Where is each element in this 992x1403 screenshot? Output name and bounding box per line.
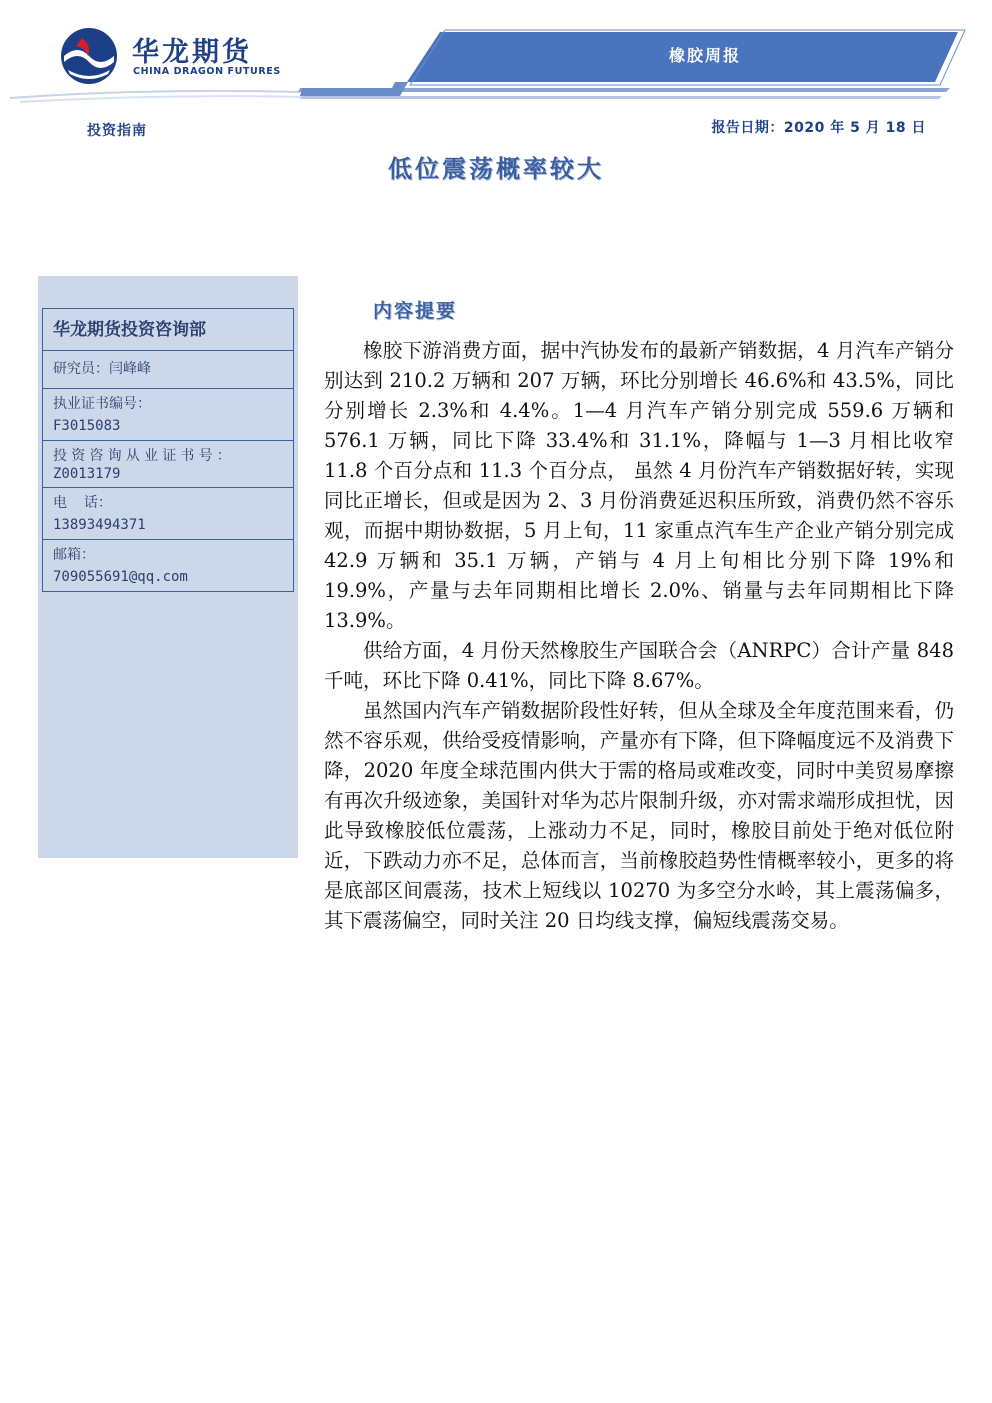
summary-paragraph: 橡胶下游消费方面，据中汽协发布的最新产销数据，4 月汽车产销分别达到 210.2 万辆和 207 万辆，环比分别增长 46.6%和 43.5%，同比分别增长 2.3%和 4.4%。1—4 月汽车产销分别完成 559.6 万辆和 576.1 万辆，同比下降 33.4%和 31.1%，降幅与 1—3 月相比收窄 11.8 个百分点和 11.3 个百分点， 虽然 4 月份汽车产销数据好转，实现同比正增长，但或是因为 2、3 月份消费延迟积压所致，消费仍然不容乐观，而据中期协数据，5 月上旬，11 家重点汽车生产企业产销分别完成 42.9 万辆和 35.1 万辆，产销与 4 月上旬相比分别下降 19%和 19.9%，产量与去年同期相比增长 2.0%、销量与去年同期相比下降 13.9%。 bbox=[324, 339, 954, 632]
sidebar-panel bbox=[38, 276, 298, 858]
email-label: 邮箱： bbox=[53, 547, 95, 563]
summary-body bbox=[324, 336, 954, 936]
page-title: 低位震荡概率较大 bbox=[388, 154, 604, 183]
summary-paragraph: 供给方面，4 月份天然橡胶生产国联合会（ANRPC）合计产量 848 千吨，环比下降 0.41%，同比下降 8.67%。 bbox=[324, 639, 954, 692]
email-value: 709055691@qq.com bbox=[53, 569, 188, 585]
researcher-name: 研究员：闫峰峰 bbox=[43, 351, 293, 389]
contact-info-box bbox=[42, 308, 294, 592]
license-label: 执业证书编号： bbox=[53, 396, 151, 412]
advisory-value: Z0013179 bbox=[53, 466, 121, 482]
logo-chinese-name: 华龙期货 bbox=[132, 37, 252, 68]
report-date: 报告日期：2020 年 5 月 18 日 bbox=[711, 120, 926, 136]
phone-value: 13893494371 bbox=[53, 517, 146, 533]
logo-english-name: CHINA DRAGON FUTURES bbox=[133, 66, 281, 77]
phone-label: 电 话： bbox=[53, 495, 112, 511]
license-value: F3015083 bbox=[53, 418, 121, 434]
email-address bbox=[43, 540, 293, 591]
advisory-certificate bbox=[43, 441, 293, 488]
phone-number bbox=[43, 488, 293, 540]
advisory-label: 投资咨询从业证书号： bbox=[53, 448, 235, 464]
company-logo bbox=[58, 26, 298, 86]
dragon-logo-icon bbox=[58, 26, 120, 86]
department-heading: 华龙期货投资咨询部 bbox=[43, 309, 293, 351]
document-type: 投资指南 bbox=[87, 123, 147, 139]
summary-heading: 内容提要 bbox=[373, 300, 458, 322]
license-number bbox=[43, 389, 293, 441]
report-category: 橡胶周报 bbox=[668, 46, 741, 65]
summary-paragraph: 虽然国内汽车产销数据阶段性好转，但从全球及全年度范围来看，仍然不容乐观，供给受疫情影响，产量亦有下降，但下降幅度远不及消费下降，2020 年度全球范围内供大于需的格局或难改变，同时中美贸易摩擦有再次升级迹象，美国针对华为芯片限制升级，亦对需求端形成担忧，因此导致橡胶低位震荡，上涨动力不足，同时，橡胶目前处于绝对低位附近，下跌动力亦不足，总体而言，当前橡胶趋势性情概率较小，更多的将是底部区间震荡，技术上短线以 10270 为多空分水岭，其上震荡偏多，其下震荡偏空，同时关注 20 日均线支撑，偏短线震荡交易。 bbox=[324, 699, 954, 932]
